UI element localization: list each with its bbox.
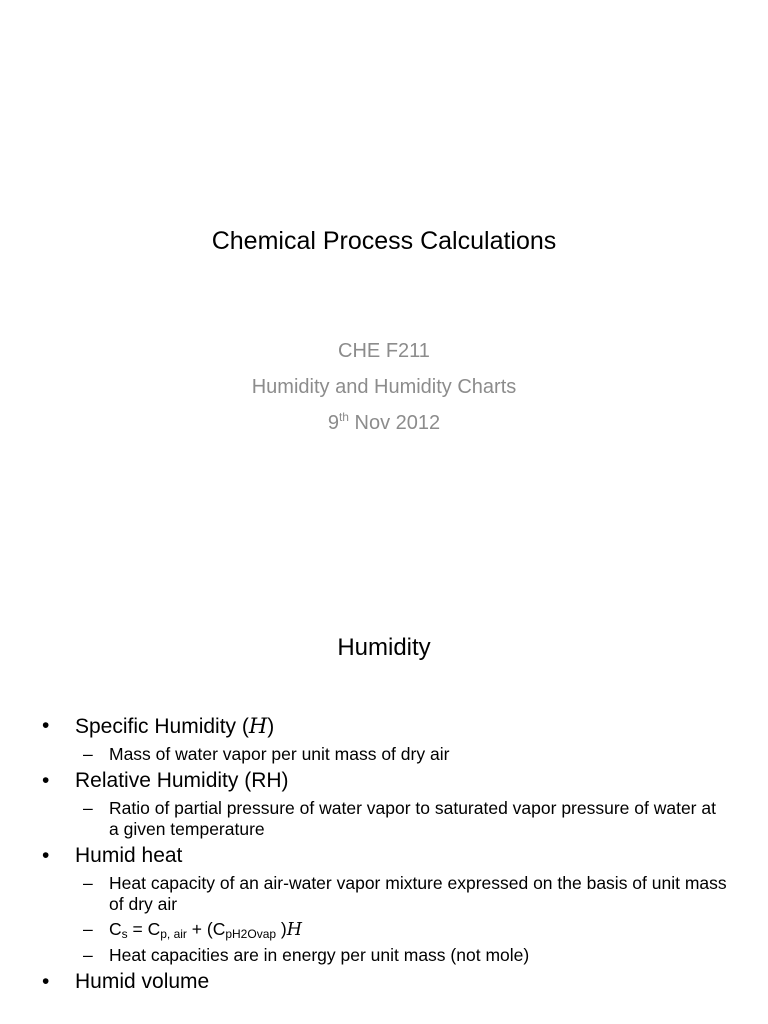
slide-subtitle <box>0 333 768 441</box>
bullet-humid-volume: • Humid volume <box>0 969 768 995</box>
sub-bullet: – Mass of water vapor per unit mass of dry air <box>83 744 450 764</box>
humidity-slide <box>0 576 768 1024</box>
sub-bullet: – Heat capacity of an air-water vapor mixture expressed on the basis of unit mass of dry air <box>83 873 727 914</box>
course-code: CHE F211 <box>338 340 430 362</box>
date-rest: Nov 2012 <box>348 412 441 434</box>
date-suffix: th <box>338 410 349 424</box>
sub-bullet-equation: – $C_s = C_{p, air} + (C_{pH2Ovap}$ )H <box>83 919 303 941</box>
bullet-relative-humidity: • Relative Humidity (RH) <box>0 768 768 794</box>
bullet-specific-humidity: • Specific Humidity (H) <box>0 713 768 740</box>
symbol-h: H <box>248 714 268 738</box>
sub-bullet: – Ratio of partial pressure of water vapor to saturated vapor pressure of water at a given temperature <box>83 798 716 839</box>
bullet-list <box>0 710 768 995</box>
slide-title: Chemical Process Calculations <box>211 227 557 255</box>
date-day: 9 <box>327 412 339 434</box>
date <box>0 405 768 441</box>
bullet-humid-heat: • Humid heat <box>0 843 768 869</box>
topic: Humidity and Humidity Charts <box>251 376 517 398</box>
slide-title: Humidity <box>337 634 431 661</box>
sub-bullet: – Heat capacities are in energy per unit mass (not mole) <box>83 945 530 965</box>
symbol-h: H <box>286 920 303 940</box>
